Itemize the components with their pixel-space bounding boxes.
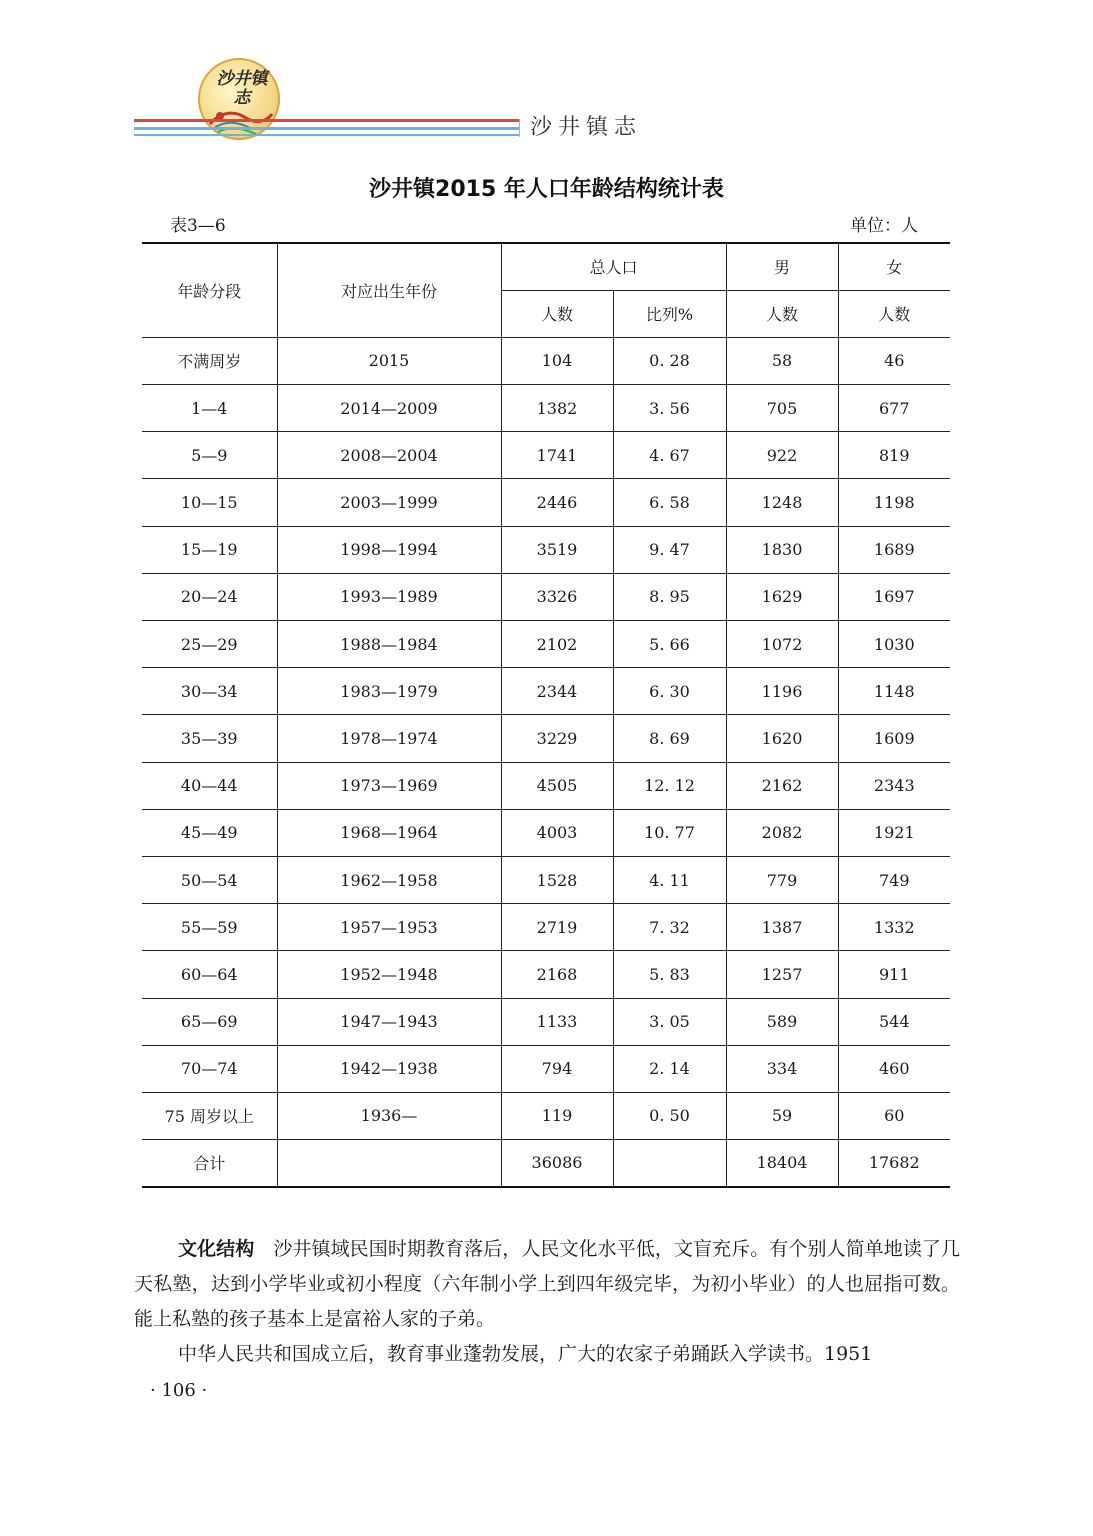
cell-ratio: 3. 56 (613, 385, 726, 432)
table-title: 沙井镇2015 年人口年龄结构统计表 (369, 177, 724, 202)
cell-ratio (613, 1140, 726, 1187)
header-birth-year: 对应出生年份 (277, 243, 501, 337)
cell-female: 460 (838, 1045, 950, 1092)
cell-ratio: 5. 66 (613, 621, 726, 668)
table-row (142, 573, 950, 620)
paragraph-education: 中华人民共和国成立后，教育事业蓬勃发展，广大的农家子弟踊跃入学读书。1951 (178, 1343, 873, 1365)
cell-female: 2343 (838, 762, 950, 809)
header-male: 男 (726, 243, 838, 290)
cell-female: 911 (838, 951, 950, 998)
cell-total: 2344 (501, 668, 613, 715)
table-row (142, 337, 950, 384)
cell-birth: 1957—1953 (277, 904, 501, 951)
table-unit: 单位：人 (850, 216, 918, 236)
cell-birth: 1952—1948 (277, 951, 501, 998)
cell-ratio: 4. 11 (613, 856, 726, 903)
table-row (142, 1092, 950, 1139)
cell-birth: 1993—1989 (277, 573, 501, 620)
cell-male: 922 (726, 432, 838, 479)
cell-age: 15—19 (142, 526, 277, 573)
paragraph-text: 沙井镇域民国时期教育落后，人民文化水平低，文盲充斥。有个别人简单地读了几天私塾，达到小学毕业或初小程度（六年制小学上到四年级完毕，为初小毕业）的人也屈指可数。能上私塾的孩子基本上是富裕人家的子弟。 (134, 1238, 960, 1330)
cell-age: 合计 (142, 1140, 277, 1187)
table-row (142, 998, 950, 1045)
cell-female: 819 (838, 432, 950, 479)
cell-birth: 1947—1943 (277, 998, 501, 1045)
cell-male: 1830 (726, 526, 838, 573)
cell-total: 1741 (501, 432, 613, 479)
cell-female: 544 (838, 998, 950, 1045)
cell-male: 1620 (726, 715, 838, 762)
cell-ratio: 8. 95 (613, 573, 726, 620)
cell-male: 59 (726, 1092, 838, 1139)
table-row (142, 526, 950, 573)
cell-female: 677 (838, 385, 950, 432)
cell-age: 40—44 (142, 762, 277, 809)
cell-male: 779 (726, 856, 838, 903)
cell-birth: 1983—1979 (277, 668, 501, 715)
cell-total: 1528 (501, 856, 613, 903)
cell-female: 1689 (838, 526, 950, 573)
cell-female: 1198 (838, 479, 950, 526)
cell-female: 1609 (838, 715, 950, 762)
cell-ratio: 12. 12 (613, 762, 726, 809)
table-row (142, 856, 950, 903)
table-row (142, 715, 950, 762)
header-age: 年龄分段 (142, 243, 277, 337)
cell-ratio: 3. 05 (613, 998, 726, 1045)
cell-ratio: 6. 58 (613, 479, 726, 526)
cell-male: 1629 (726, 573, 838, 620)
cell-female: 1921 (838, 809, 950, 856)
cell-total: 3519 (501, 526, 613, 573)
cell-male: 1072 (726, 621, 838, 668)
cell-age: 65—69 (142, 998, 277, 1045)
header-male-count: 人数 (726, 290, 838, 337)
table-row (142, 904, 950, 951)
cell-age: 45—49 (142, 809, 277, 856)
cell-total: 3229 (501, 715, 613, 762)
cell-male: 705 (726, 385, 838, 432)
cell-age: 30—34 (142, 668, 277, 715)
cell-total: 794 (501, 1045, 613, 1092)
cell-ratio: 4. 67 (613, 432, 726, 479)
cell-birth: 1978—1974 (277, 715, 501, 762)
cell-female: 60 (838, 1092, 950, 1139)
cell-female: 1697 (838, 573, 950, 620)
cell-birth: 1998—1994 (277, 526, 501, 573)
cell-birth (277, 1140, 501, 1187)
cell-male: 1257 (726, 951, 838, 998)
cell-male: 58 (726, 337, 838, 384)
cell-birth: 2003—1999 (277, 479, 501, 526)
header-total-population: 总人口 (501, 243, 726, 290)
cell-total: 4003 (501, 809, 613, 856)
cell-total: 119 (501, 1092, 613, 1139)
cell-total: 36086 (501, 1140, 613, 1187)
table-row (142, 621, 950, 668)
cell-age: 75 周岁以上 (142, 1092, 277, 1139)
paragraph-culture (134, 1232, 960, 1337)
cell-age: 10—15 (142, 479, 277, 526)
cell-ratio: 0. 28 (613, 337, 726, 384)
cell-birth: 1962—1958 (277, 856, 501, 903)
cell-birth: 1968—1964 (277, 809, 501, 856)
cell-age: 20—24 (142, 573, 277, 620)
cell-total: 4505 (501, 762, 613, 809)
population-age-table (142, 242, 950, 1188)
header-rule-blue (134, 127, 520, 130)
cell-male: 1387 (726, 904, 838, 951)
table-row (142, 385, 950, 432)
cell-ratio: 2. 14 (613, 1045, 726, 1092)
table-row (142, 762, 950, 809)
paragraph-heading: 文化结构 (178, 1238, 255, 1260)
cell-total: 2168 (501, 951, 613, 998)
cell-birth: 1942—1938 (277, 1045, 501, 1092)
page-number: · 106 · (150, 1380, 208, 1401)
cell-birth: 1936— (277, 1092, 501, 1139)
page-header (0, 0, 1093, 160)
cell-male: 2082 (726, 809, 838, 856)
paragraph-spacer (254, 1238, 273, 1260)
table-row (142, 809, 950, 856)
cell-total: 1133 (501, 998, 613, 1045)
table-row (142, 479, 950, 526)
table-row (142, 951, 950, 998)
cell-male: 334 (726, 1045, 838, 1092)
header-ratio: 比列% (613, 290, 726, 337)
cell-age: 60—64 (142, 951, 277, 998)
table-row (142, 1140, 950, 1187)
cell-male: 1196 (726, 668, 838, 715)
cell-ratio: 0. 50 (613, 1092, 726, 1139)
cell-total: 2446 (501, 479, 613, 526)
header-female-count: 人数 (838, 290, 950, 337)
cell-birth: 1973—1969 (277, 762, 501, 809)
cell-male: 2162 (726, 762, 838, 809)
cell-age: 70—74 (142, 1045, 277, 1092)
table-row (142, 1045, 950, 1092)
cell-ratio: 7. 32 (613, 904, 726, 951)
table-row (142, 668, 950, 715)
cell-age: 35—39 (142, 715, 277, 762)
cell-female: 46 (838, 337, 950, 384)
cell-female: 1030 (838, 621, 950, 668)
cell-total: 2719 (501, 904, 613, 951)
cell-male: 18404 (726, 1140, 838, 1187)
cell-birth: 2008—2004 (277, 432, 501, 479)
table-number: 表3—6 (170, 216, 226, 236)
header-female: 女 (838, 243, 950, 290)
cell-ratio: 10. 77 (613, 809, 726, 856)
cell-female: 1148 (838, 668, 950, 715)
cell-ratio: 9. 47 (613, 526, 726, 573)
table-body (142, 337, 950, 1186)
header-rule-blue-thin (134, 134, 520, 136)
cell-birth: 1988—1984 (277, 621, 501, 668)
cell-male: 589 (726, 998, 838, 1045)
cell-age: 50—54 (142, 856, 277, 903)
cell-age: 1—4 (142, 385, 277, 432)
cell-ratio: 5. 83 (613, 951, 726, 998)
cell-male: 1248 (726, 479, 838, 526)
cell-age: 25—29 (142, 621, 277, 668)
book-title: 沙井镇志 (530, 115, 643, 140)
cell-total: 1382 (501, 385, 613, 432)
table-row (142, 432, 950, 479)
cell-age: 不满周岁 (142, 337, 277, 384)
cell-female: 1332 (838, 904, 950, 951)
logo-text: 沙井镇志 (216, 69, 268, 108)
cell-birth: 2015 (277, 337, 501, 384)
cell-female: 17682 (838, 1140, 950, 1187)
cell-total: 104 (501, 337, 613, 384)
cell-ratio: 8. 69 (613, 715, 726, 762)
cell-age: 55—59 (142, 904, 277, 951)
cell-female: 749 (838, 856, 950, 903)
cell-ratio: 6. 30 (613, 668, 726, 715)
cell-birth: 2014—2009 (277, 385, 501, 432)
cell-total: 3326 (501, 573, 613, 620)
header-total-count: 人数 (501, 290, 613, 337)
header-separator (519, 119, 520, 137)
cell-age: 5—9 (142, 432, 277, 479)
cell-total: 2102 (501, 621, 613, 668)
header-rule-red (134, 119, 520, 122)
